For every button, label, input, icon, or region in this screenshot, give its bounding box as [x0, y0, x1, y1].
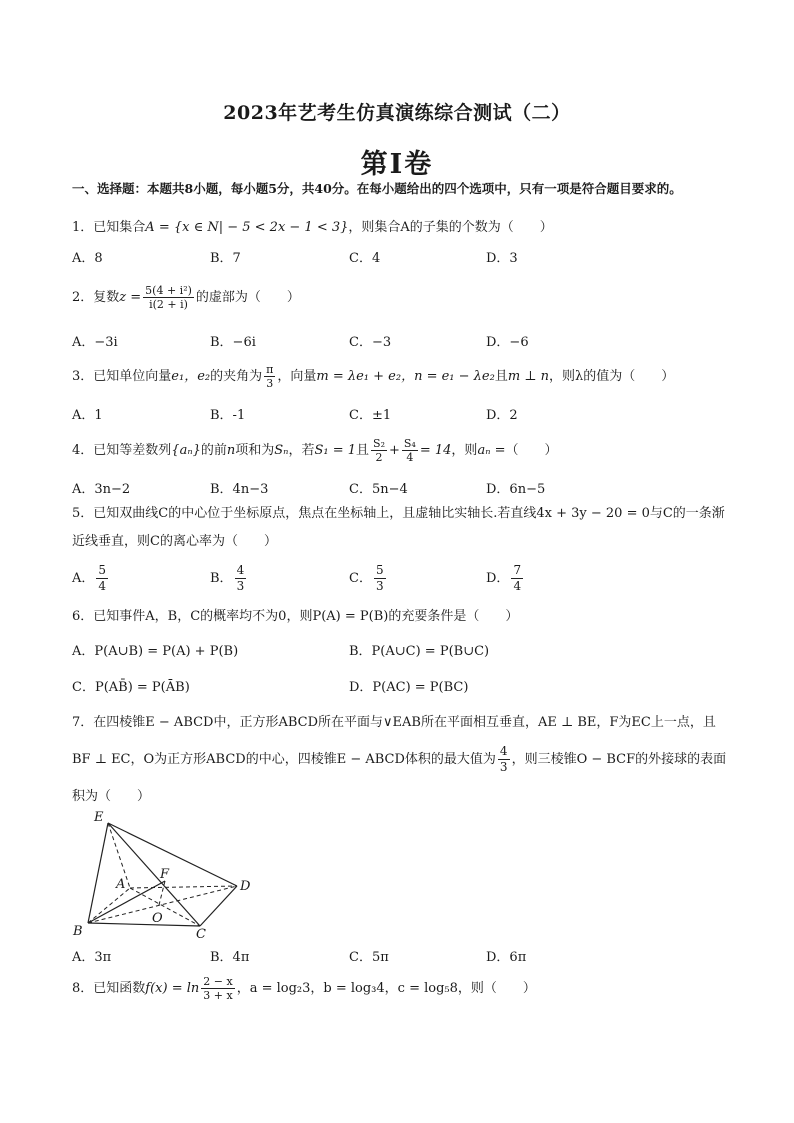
pyramid-figure: [72, 808, 262, 940]
question-5: 5．已知双曲线C的中心位于坐标原点，焦点在坐标轴上，且虚轴比实轴长.若直线4x + 3y − 20 = 0与C的一条渐近线垂直，则C的离心率为（ ）: [72, 506, 725, 549]
fraction: $\frac{\pi}{3}$: [266, 363, 274, 390]
option-c: C．−3: [349, 335, 392, 350]
label-e: E: [94, 810, 104, 825]
fraction: $\frac{4}{3}$: [499, 744, 508, 774]
option-d: D．3: [486, 251, 518, 266]
pyramid-diagram: [72, 808, 262, 940]
option-c: C．P(AB̄) = P(ĀB): [72, 680, 190, 695]
option-b: B．−6i: [210, 335, 256, 350]
label-o: O: [152, 911, 163, 926]
option-b: B． $\frac{4}{3}$: [210, 563, 245, 593]
option-d: D．6π: [486, 950, 527, 965]
volume-heading: 第I卷: [360, 149, 434, 180]
label-b: B: [73, 924, 83, 939]
question-6-options-row-1: [72, 640, 732, 664]
option-b: B．P(A∪C) = P(B∪C): [349, 644, 490, 659]
question-4: 4．已知等差数列{aₙ}的前n项和为Sₙ，若S₁ = 1且 $\frac{\text{S₂}}{2}$ + $\frac{\text{S₄}}{4}$ = 14，则aₙ =（ ）: [72, 437, 558, 464]
option-c: C．4: [349, 251, 381, 266]
option-d: D．6n−5: [486, 482, 546, 497]
option-c: C．5π: [349, 950, 389, 965]
fraction: $\frac{\text{5(4 + i²)}}{i(2 + i)}$: [145, 284, 192, 311]
label-a: A: [116, 877, 126, 892]
option-c: C．±1: [349, 408, 392, 423]
option-b: B．4n−3: [210, 482, 269, 497]
option-c: C．5n−4: [349, 482, 408, 497]
fraction: $\frac{2 - x}{3 + x}$: [203, 975, 233, 1002]
question-3: 3．已知单位向量e₁，e₂的夹角为 $\frac{\pi}{3}$ ，向量m = λe₁ + e₂，n = e₁ − λe₂且m ⊥ n，则λ的值为（ ）: [72, 363, 675, 390]
option-d: D． $\frac{7}{4}$: [486, 563, 522, 593]
option-b: B．4π: [210, 950, 250, 965]
question-2: 2．复数z = $\frac{\text{5(4 + i²)}}{i(2 + i)}$ 的虚部为（ ）: [72, 284, 300, 311]
question-1-options: [72, 247, 732, 271]
option-d: D．2: [486, 408, 518, 423]
question-7: 7．在四棱锥E − ABCD中，正方形ABCD所在平面与∨EAB所在平面相互垂直，AE ⊥ BE，F为EC上一点，且BF ⊥ EC，O为正方形ABCD的中心，四棱锥E − ABCD体积的最大值为 $\frac{4}{3}$ ，则三棱锥O − BCF的外接球的表面积为（ ）: [72, 715, 727, 804]
question-7-options: [72, 946, 732, 970]
section-instructions: 一、选择题：本题共8小题，每小题5分，共40分。在每小题给出的四个选项中，只有一项是符合题目要求的。: [72, 181, 682, 196]
question-6-options-row-2: [72, 676, 732, 700]
fraction: $\frac{\text{S₄}}{4}$: [403, 437, 416, 464]
question-2-options: [72, 331, 732, 355]
fraction: $\frac{\text{S₂}}{2}$: [373, 437, 385, 464]
question-1: 1．已知集合A = {x ∈ N| − 5 < 2x − 1 < 3}，则集合A的子集的个数为（ ）: [72, 220, 553, 235]
option-b: B．7: [210, 251, 241, 266]
option-b: B．-1: [210, 408, 246, 423]
option-a: A．P(A∪B) = P(A) + P(B): [72, 644, 239, 659]
option-c: C． $\frac{5}{3}$: [349, 563, 384, 593]
option-a: A．3n−2: [72, 482, 131, 497]
option-a: A．1: [72, 408, 103, 423]
exam-title: 2023年艺考生仿真演练综合测试（二）: [223, 102, 571, 124]
label-c: C: [196, 927, 206, 940]
question-3-options: [72, 404, 732, 428]
question-4-options: [72, 478, 732, 502]
question-8: 8．已知函数f(x) = ln $\frac{2 - x}{3 + x}$ ，a = log₂3，b = log₃4，c = log₅8，则（ ）: [72, 975, 536, 1002]
question-6: 6．已知事件A，B，C的概率均不为0，则P(A) = P(B)的充要条件是（ ）: [72, 609, 519, 624]
label-f: F: [160, 867, 170, 882]
question-5-options: [72, 563, 732, 597]
option-a: A． $\frac{5}{4}$: [72, 563, 107, 593]
option-a: A．8: [72, 251, 103, 266]
label-d: D: [240, 879, 251, 894]
option-d: D．P(AC) = P(BC): [349, 680, 469, 695]
option-d: D．−6: [486, 335, 529, 350]
option-a: A．−3i: [72, 335, 118, 350]
option-a: A．3π: [72, 950, 112, 965]
